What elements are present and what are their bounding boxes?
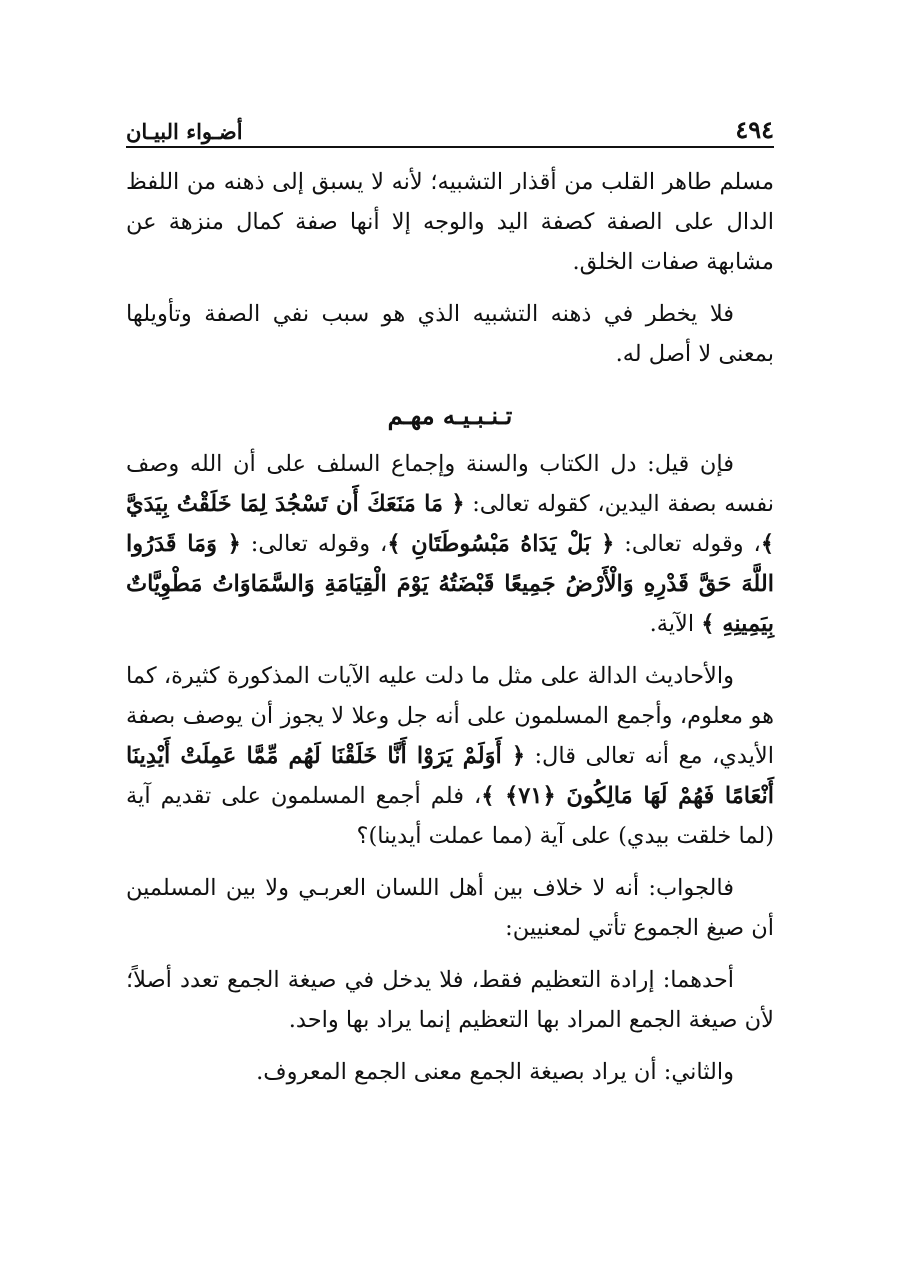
page-number: ٤٩٤ — [735, 115, 774, 144]
quran-verse-4: ﴿ أَوَلَمْ يَرَوْا أَنَّا خَلَقْنَا لَهُم مِّمَّا عَمِلَتْ أَيْدِينَا أَنْعَامًا فَهُمْ لَهَا مَالِكُونَ ﴿٧١﴾ ﴾ — [126, 743, 775, 809]
page-body — [126, 162, 774, 1092]
quran-verse-2: ﴿ بَلْ يَدَاهُ مَبْسُوطَتَانِ ﴾ — [387, 531, 615, 557]
quran-verse-1: ﴿ مَا مَنَعَكَ أَن تَسْجُدَ لِمَا خَلَقْتُ بِيَدَيَّ ﴾ — [126, 491, 774, 557]
paragraph-6: أحدهما: إرادة التعظيم فقط، فلا يدخل في صيغة الجمع تعدد أصلاً؛ لأن صيغة الجمع المراد بها التعظيم إنما يراد بها واحد. — [126, 967, 774, 1033]
paragraph-7: والثاني: أن يراد بصيغة الجمع معنى الجمع المعروف. — [256, 1059, 734, 1085]
page-header — [126, 108, 774, 148]
running-title: أضـواء البيـان — [126, 119, 243, 144]
paragraph-3-text-a: فإن قيل: دل الكتاب والسنة وإجماع السلف على أن الله وصف نفسه بصفة اليدين، كقوله تعالى: — [126, 451, 774, 517]
paragraph-4-text-a: والأحاديث الدالة على مثل ما دلت عليه الآيات المذكورة كثيرة، كما هو معلوم، وأجمع المسلمون على أنه جل وعلا لا يجوز أن يوصف بصفة الأيدي، مع أنه تعالى قال: — [126, 663, 774, 769]
section-heading: تـنـبـيـه مهـم — [387, 401, 513, 430]
book-page — [126, 108, 774, 1104]
paragraph-5: فالجواب: أنه لا خلاف بين أهل اللسان العربـي ولا بين المسلمين أن صيغ الجموع تأتي لمعنيين: — [126, 875, 774, 941]
paragraph-3-text-d: الآية. — [649, 611, 702, 637]
paragraph-4-text-b: ، فلم أجمع المسلمون على تقديم آية (لما خلقت بيدي) على آية (مما عملت أيدينا)؟ — [126, 783, 774, 849]
paragraph-3 — [126, 444, 774, 644]
paragraph-3-text-c: ، وقوله تعالى: — [240, 531, 388, 557]
paragraph-1: مسلم طاهر القلب من أقذار التشبيه؛ لأنه لا يسبق إلى ذهنه من اللفظ الدال على الصفة كصفة اليد والوجه إلا أنها صفة كمال منزهة عن مشابهة صفات الخلق. — [126, 169, 774, 275]
paragraph-2: فلا يخطر في ذهنه التشبيه الذي هو سبب نفي الصفة وتأويلها بمعنى لا أصل له. — [126, 301, 774, 367]
paragraph-3-text-b: ، وقوله تعالى: — [614, 531, 761, 557]
paragraph-4 — [126, 656, 774, 856]
quran-verse-3: ﴿ وَمَا قَدَرُوا اللَّهَ حَقَّ قَدْرِهِ وَالْأَرْضُ جَمِيعًا قَبْضَتُهُ يَوْمَ الْقِيَامَةِ وَالسَّمَاوَاتُ مَطْوِيَّاتٌ بِيَمِينِهِ ﴾ — [126, 531, 774, 637]
